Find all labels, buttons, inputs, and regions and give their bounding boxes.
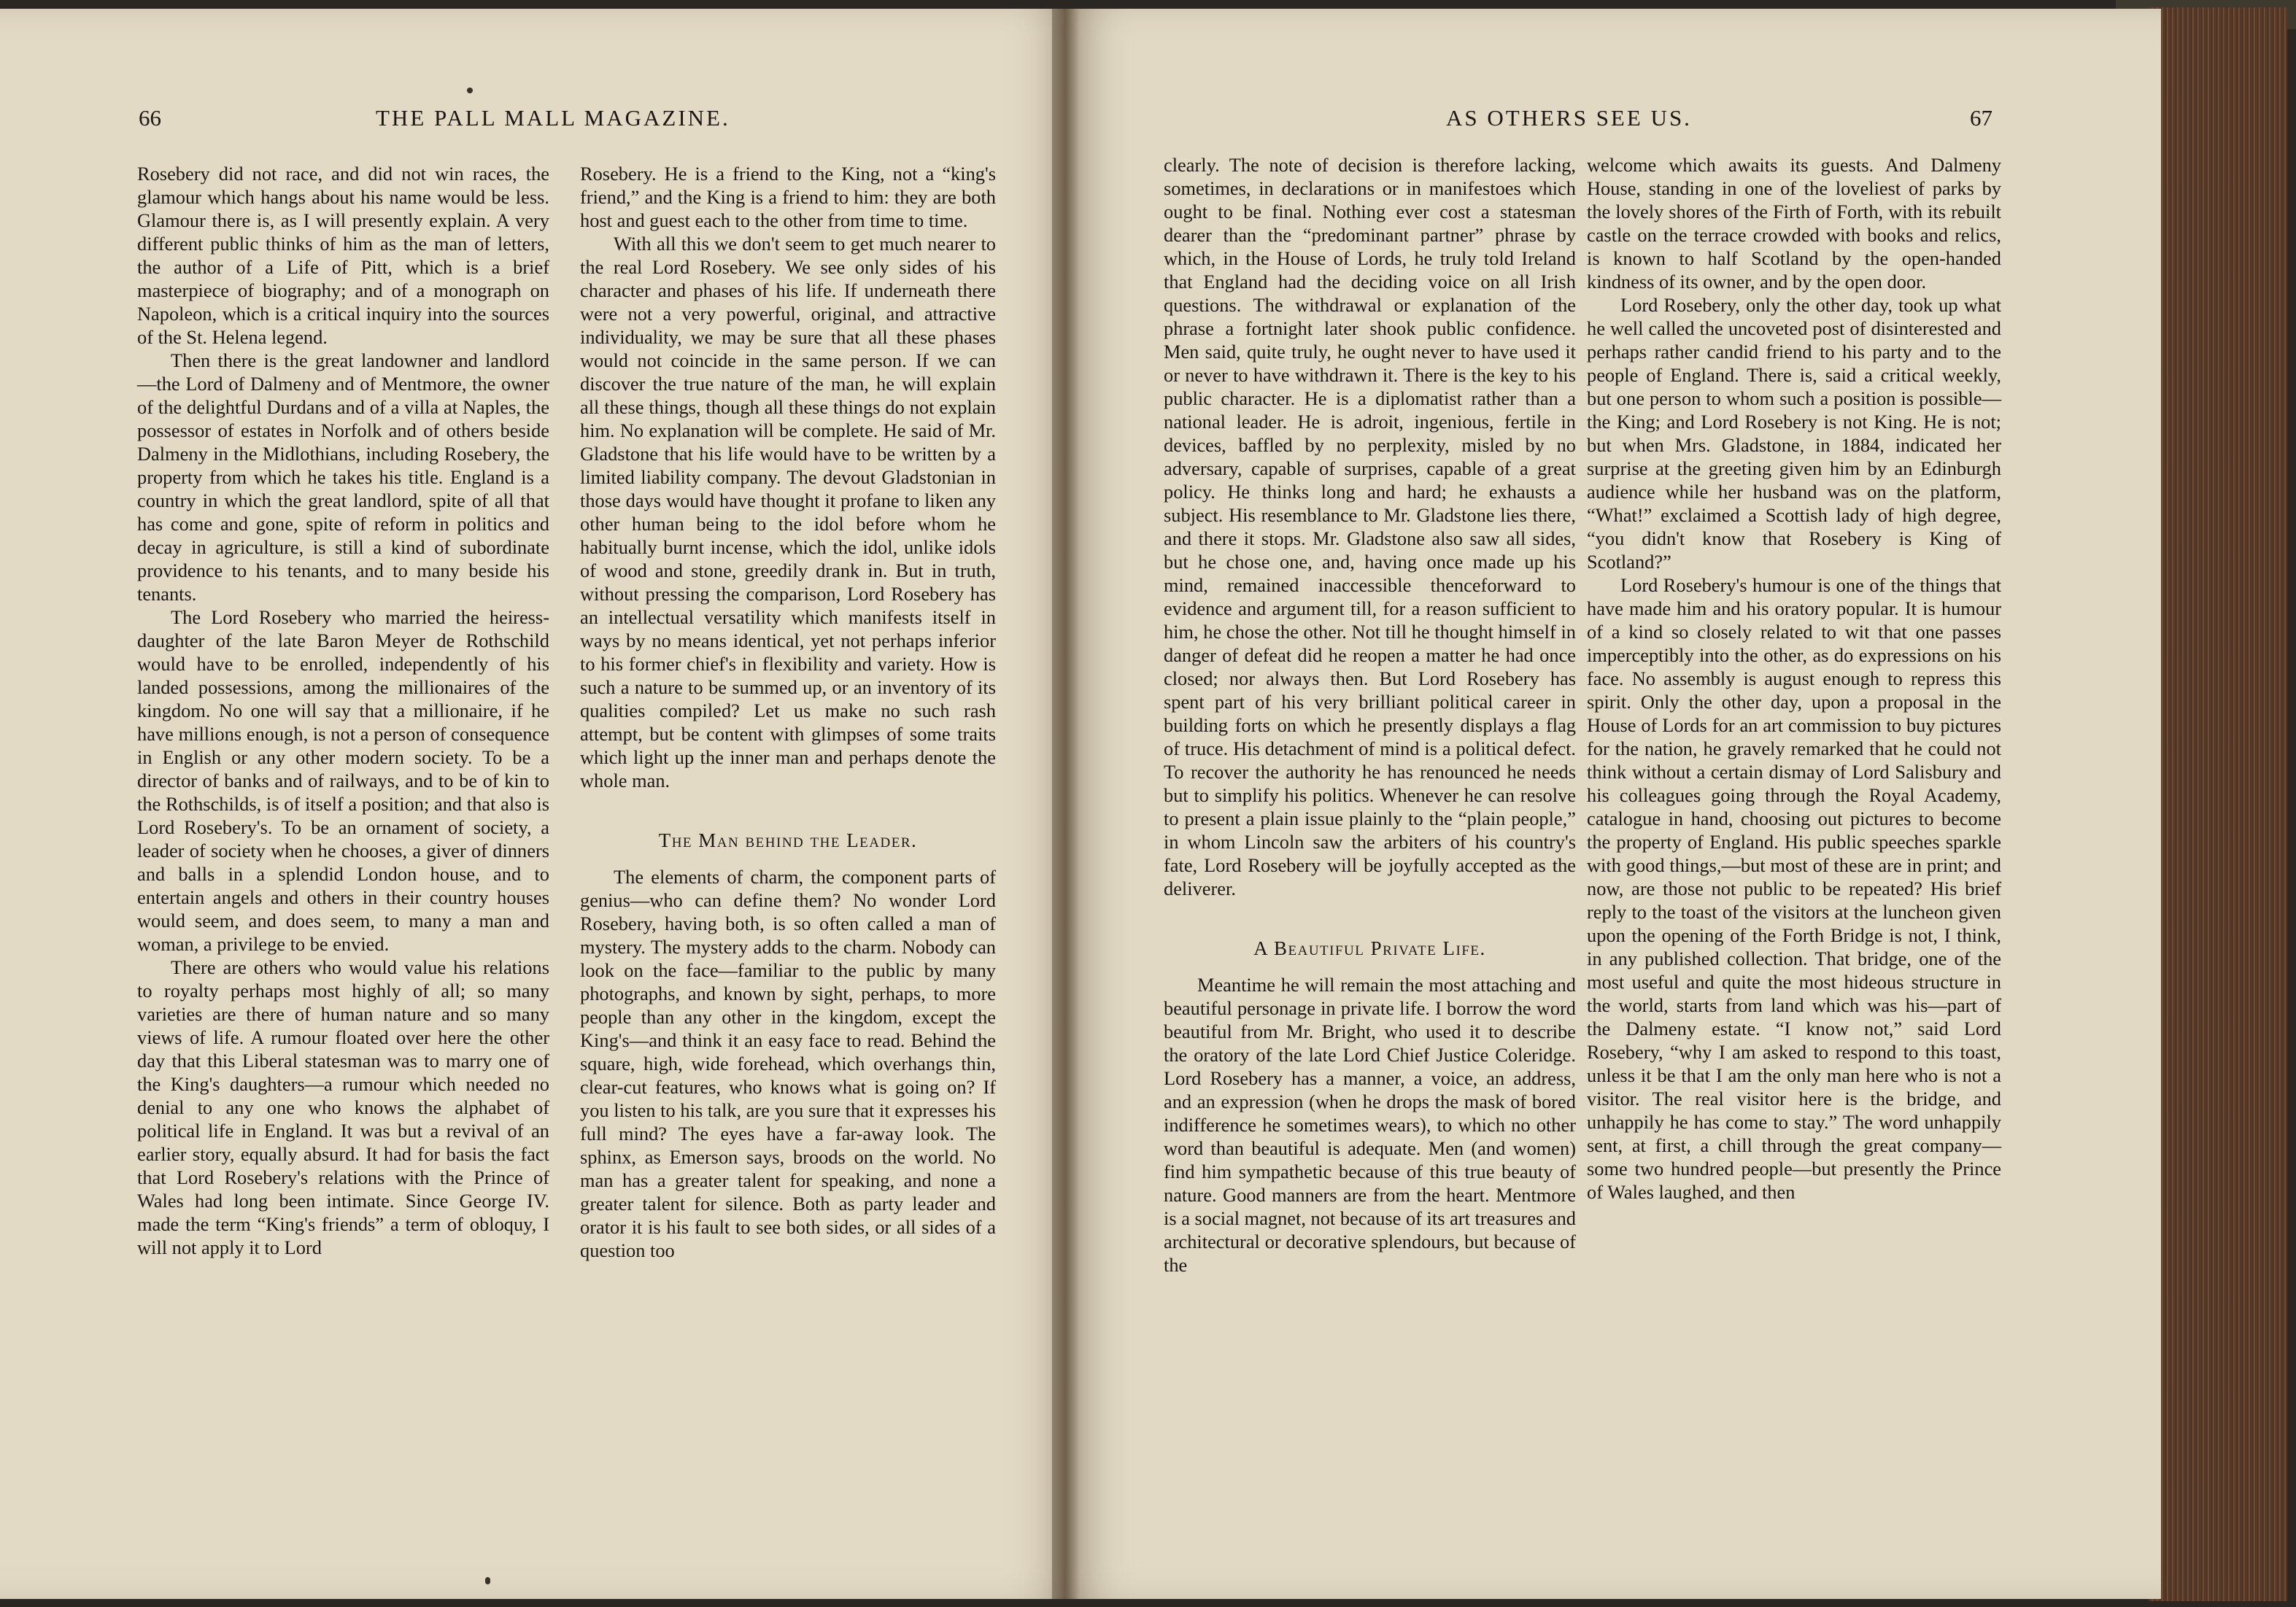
spot-mark [467,88,473,93]
gutter-shadow [1051,9,1080,1599]
paragraph: With all this we don't seem to get much nearer to the real Lord Rosebery. We see only sides of his character and phases of his life. If underneath there were not a very powerful, original, and attractive individuality, we may be sure that all these phases would not coincide in the same person. If we can discover the true nature of the man, he will explain all these things, though all these things do not explain him. No explanation will be complete. He said of Mr. Gladstone that his life would have to be written by a limited liability company. The devout Gladstonian in those days would have thought it profane to liken any other human being to the idol before whom he habitually burnt incense, which the idol, unlike idols of wood and stone, greedily drank in. But in truth, without pressing the comparison, Lord Rosebery has an intellectual versatility which manifests itself in ways by no means identical, yet not perhaps inferior to his former chief's in flexibility and variety. How is such a nature to be summed up, or an inventory of its qualities compiled? Let us make no such rash attempt, but be content with glimpses of some traits which light up the inner man and perhaps denote the whole man. [580,233,996,791]
paragraph: The Lord Rosebery who married the heiress-daughter of the late Baron Meyer de Rothschild would have to be enrolled, independently of his landed possessions, among the millionaires of the kingdom. No one will say that a millionaire, if he have millions enough, is not a person of consequence in English or any other modern society. To be a director of banks and of railways, and to be of kin to the Rothschilds, is of itself a position; and that also is Lord Rosebery's. To be an ornament of society, a leader of society when he chooses, a giver of dinners and balls in a splendid London house, and to entertain angels and others in their country houses would seem, and does seem, to many a man and woman, a privilege to be envied. [137,606,549,955]
page-number-left: 66 [139,105,161,131]
column-2 [580,162,996,1262]
paragraph: clearly. The note of decision is therefore lacking, sometimes, in declarations or in manifestoes which ought to be final. Nothing ever cost a statesman dearer than the “predominant partner” phrase by which, in the House of Lords, he truly told Ireland that England had the deciding voice on all Irish questions. The withdrawal or explanation of the phrase a fortnight later shook public confidence. Men said, quite truly, he ought never to have used it or never to have withdrawn it. There is the key to his public character. He is a diplomatist rather than a national leader. He is adroit, ingenious, fertile in devices, baffled by no perplexity, misled by no adversary, capable of surprises, capable of a great policy. He thinks long and hard; he exhausts a subject. His resemblance to Mr. Gladstone lies there, and there it stops. Mr. Gladstone also saw all sides, but he chose one, and, having once made up his mind, remained inaccessible thenceforward to evidence and argument till, for a reason sufficient to him, he chose the other. Not till he thought himself in danger of defeat did he reopen a matter he had once closed; nor always then. But Lord Rosebery has spent part of his very brilliant political career in building forts on which he presently displays a flag of truce. His detachment of mind is a political defect. To recover the authority he has renounced he needs but to simplify his politics. Whenever he can resolve to present a plain issue plainly to the “plain people,” in whom Lincoln saw the arbiters of his country's fate, Lord Rosebery will be joyfully accepted as the deliverer. [1164,154,1576,899]
column-4 [1587,153,2001,1204]
page-edges [2149,7,2287,1601]
paragraph: welcome which awaits its guests. And Dalmeny House, standing in one of the loveliest of parks by the lovely shores of the Firth of Forth, with its rebuilt castle on the terrace crowded with books and relics, is known to half Scotland by the open-handed kindness of its owner, and by the open door. [1587,154,2001,293]
paragraph: Rosebery. He is a friend to the King, not a “king's friend,” and the King is a friend to him: they are both host and guest each to the other from time to time. [580,163,996,231]
spot-mark [485,1577,490,1584]
running-head-left: THE PALL MALL MAGAZINE. [376,105,730,131]
column-1 [137,162,549,1259]
column-3 [1164,153,1576,1277]
paragraph: Lord Rosebery's humour is one of the things that have made him and his oratory popular. It is humour of a kind so closely related to wit that one passes imperceptibly into the other, as do expressions on his face. No assembly is august enough to repress this spirit. Only the other day, upon a proposal in the House of Lords for an art commission to buy pictures for the nation, he gravely remarked that he could not think without a certain dismay of Lord Salisbury and his colleagues going through the Royal Academy, catalogue in hand, choosing out pictures to become the property of England. His public speeches sparkle with good things,—but most of these are in print; and now, are those not public to be repeated? His brief reply to the toast of the visitors at the luncheon given upon the opening of the Forth Bridge is not, I think, in any published collection. That bridge, one of the most useful and quite the most hideous structure in the world, starts from land which was his—part of the Dalmeny estate. “I know not,” said Lord Rosebery, “why I am asked to respond to this toast, unless it be that I am the only man here who is not a visitor. The real visitor here is the bridge, and unhappily he has come to stay.” The word unhappily sent, at first, a chill through the great company—some two hundred people—but presently the Prince of Wales laughed, and then [1587,574,2001,1203]
paragraph: There are others who would value his relations to royalty perhaps most highly of all; so many varieties are there of human nature and so many views of life. A rumour floated over here the other day that this Liberal statesman was to marry one of the King's daughters—a rumour which needed no denial to any one who knows the alphabet of political life in England. It was but a revival of an earlier story, equally absurd. It had for basis the fact that Lord Rosebery's relations with the Prince of Wales had long been intimate. Since George IV. made the term “King's friends” a term of obloquy, I will not apply it to Lord [137,956,549,1258]
paragraph: The elements of charm, the component parts of genius—who can define them? No wonder Lord Rosebery, having both, is so often called a man of mystery. The mystery adds to the charm. Nobody can look on the face—familiar to the public by many photographs, and known by sight, perhaps, to more people than any other in the kingdom, except the King's—and think it an easy face to read. Behind the square, high, wide forehead, which overhangs thin, clear-cut features, who knows what is going on? If you listen to his talk, are you sure that it expresses his full mind? The eyes have a far-away look. The sphinx, as Emerson says, broods on the world. No man has a greater talent for speaking, and none a greater talent for silence. Both as party leader and orator it is his fault to see both sides, or all sides of a question too [580,866,996,1261]
section-heading: A Beautiful Private Life. [1253,937,1486,959]
paragraph: Rosebery did not race, and did not win races, the glamour which hangs about his name would be less. Glamour there is, as I will presently explain. A very different public thinks of him as the man of letters, the author of a Life of Pitt, which is a brief masterpiece of biography; and of a monograph on Napoleon, which is a critical inquiry into the sources of the St. Helena legend. [137,163,549,348]
running-head-right: AS OTHERS SEE US. [1446,105,1692,131]
section-heading: The Man behind the Leader. [658,829,918,851]
paragraph: Lord Rosebery, only the other day, took up what he well called the uncoveted post of disinterested and perhaps rather candid friend to his party and to the people of England. There is, said a critical weekly, but one person to whom such a position is possible—the King; and Lord Rosebery is not King. He is not; but when Mrs. Gladstone, in 1884, indicated her surprise at the greeting given him by an Edinburgh audience while her husband was on the platform, “What!” exclaimed a Scottish lady of high degree, “you didn't know that Rosebery is King of Scotland?” [1587,294,2001,573]
paragraph: Then there is the great landowner and landlord—the Lord of Dalmeny and of Mentmore, the owner of the delightful Durdans and of a villa at Naples, the possessor of estates in Norfolk and of others beside Dalmeny in the Midlothians, including Rosebery, the property from which he takes his title. England is a country in which the great landlord, spite of all that has come and gone, spite of reform in politics and decay in agriculture, is still a kind of subordinate providence to his tenants, and to many beside his tenants. [137,349,549,605]
page-number-right: 67 [1970,105,1992,131]
paragraph: Meantime he will remain the most attaching and beautiful personage in private life. I borrow the word beautiful from Mr. Bright, who used it to describe the oratory of the late Lord Chief Justice Coleridge. Lord Rosebery has a manner, a voice, an address, and an expression (when he drops the mask of bored indifference he sometimes wears), to which no other word than beautiful is adequate. Men (and women) find him sympathetic because of this true beauty of nature. Good manners are from the heart. Mentmore is a social magnet, not because of its art treasures and architectural or decorative splendours, but because of the [1164,974,1577,1276]
left-page [0,9,1080,1599]
